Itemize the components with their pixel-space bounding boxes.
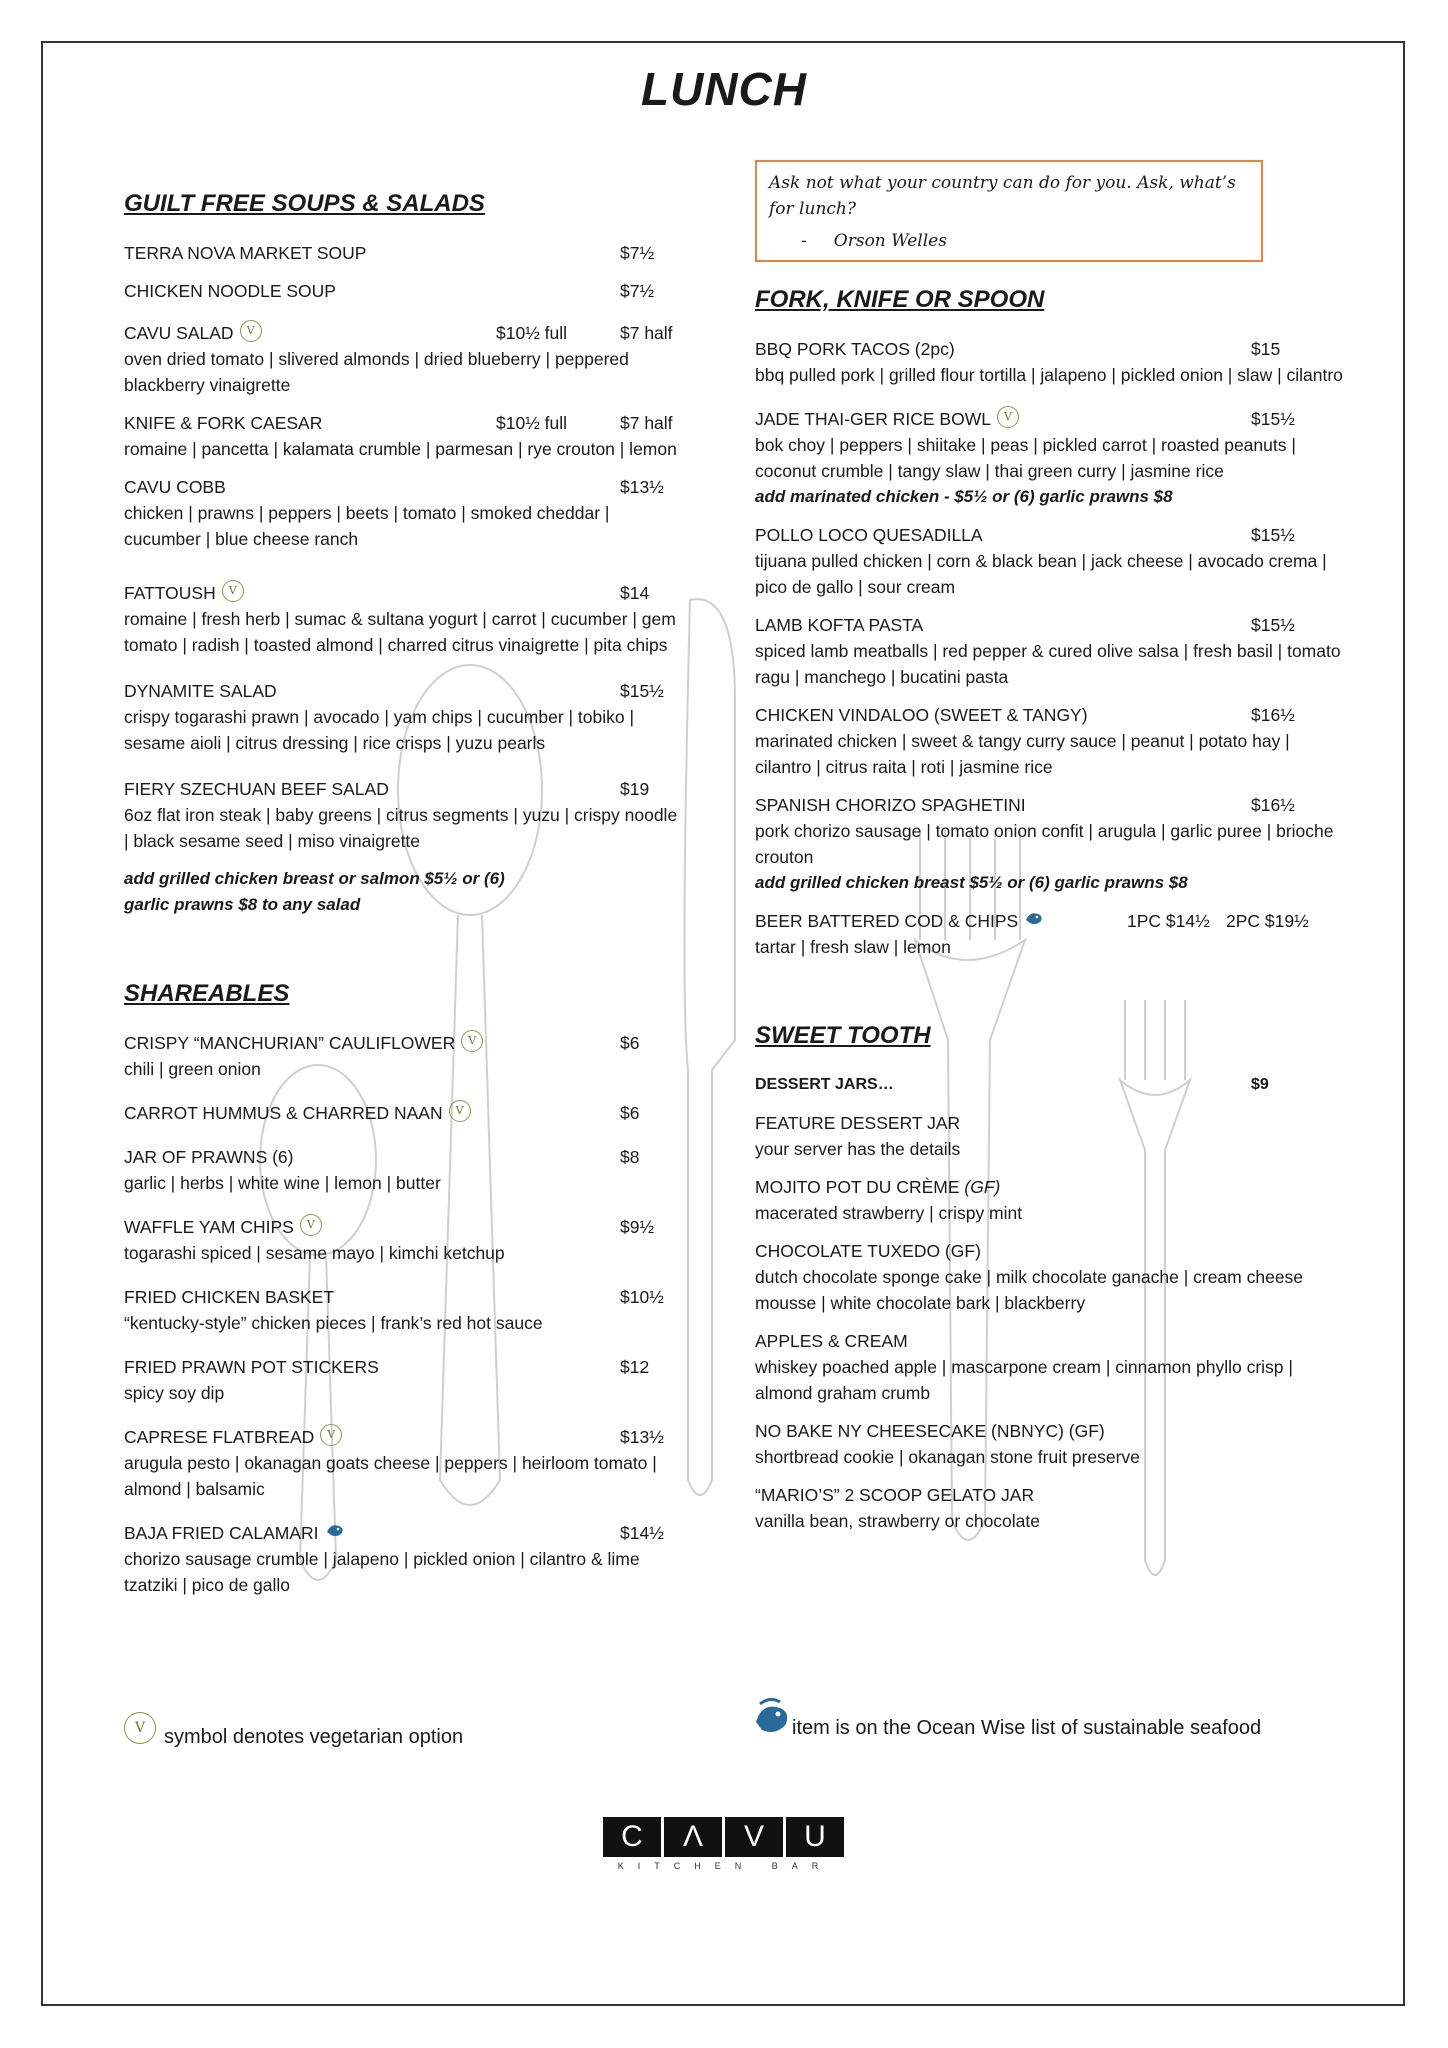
quote-author: - Orson Welles <box>801 231 947 251</box>
menu-item: JAR OF PRAWNS (6) $8 garlic | herbs | white wine | lemon | butter <box>124 1147 640 1193</box>
dessert-jars-header: DESSERT JARS… $9 <box>755 1076 1269 1093</box>
ocean-wise-fish-icon <box>752 1696 792 1740</box>
ocean-wise-fish-icon <box>1024 908 1044 928</box>
vegetarian-icon: V <box>320 1424 342 1446</box>
salad-addon-note: add grilled chicken breast or salmon $5½ or (6) garlic prawns $8 to any salad <box>124 869 505 914</box>
quote-box <box>755 160 1263 262</box>
menu-item: MOJITO POT DU CRÈME (GF) macerated strawberry | crispy mint <box>755 1177 1023 1223</box>
logo-letter: C <box>603 1817 661 1857</box>
menu-item: POLLO LOCO QUESADILLA $15½ tijuana pulled chicken | corn & black bean | jack cheese | avocado crema | pico de gallo | sour cream <box>755 525 1327 597</box>
menu-item: FEATURE DESSERT JAR your server has the details <box>755 1113 961 1159</box>
menu-item: SPANISH CHORIZO SPAGHETINI $16½ pork chorizo sausage | tomato onion confit | arugula | garlic puree | brioche crouton add grilled chicken breast $5½ or (6) garlic prawns $8 <box>755 795 1334 892</box>
menu-item: FRIED PRAWN POT STICKERS $12 spicy soy dip <box>124 1357 650 1403</box>
menu-item: CRISPY “MANCHURIAN” CAULIFLOWER V $6 chili | green onion <box>124 1030 684 1082</box>
logo-letter: Λ <box>664 1817 722 1857</box>
logo-letter: V <box>725 1817 783 1857</box>
vegetarian-legend: V symbol denotes vegetarian option <box>124 1712 463 1744</box>
shareables-heading: SHAREABLES <box>124 980 290 1007</box>
vegetarian-icon: V <box>240 320 262 342</box>
ocean-wise-fish-icon <box>325 1520 345 1540</box>
vegetarian-icon: V <box>449 1100 471 1122</box>
menu-item: CHICKEN NOODLE SOUP $7½ <box>124 281 655 301</box>
soups-heading: GUILT FREE SOUPS & SALADS <box>124 190 485 217</box>
vegetarian-icon: V <box>461 1030 483 1052</box>
vegetarian-icon: V <box>300 1214 322 1236</box>
menu-item: CHICKEN VINDALOO (SWEET & TANGY) $16½ marinated chicken | sweet & tangy curry sauce | peanut | potato hay | cilantro | citrus raita | roti | jasmine rice <box>755 705 1295 777</box>
page-title: LUNCH <box>641 63 807 115</box>
menu-item: FRIED CHICKEN BASKET $10½ “kentucky-style” chicken pieces | frank’s red hot sauce <box>124 1287 664 1333</box>
menu-item: FATTOUSH V $14 romaine | fresh herb | sumac & sultana yogurt | carrot | cucumber | gem tomato | radish | toasted almond | charred citrus vinaigrette | pita chips <box>124 580 684 658</box>
logo-subtitle: KITCHEN BAR <box>617 1861 833 1871</box>
menu-item: BAJA FRIED CALAMARI $14½ chorizo sausage crumble | jalapeno | pickled onion | cilantro & lime tzatziki | pico de gallo <box>124 1520 684 1598</box>
vegetarian-icon: V <box>124 1712 156 1744</box>
menu-item: NO BAKE NY CHEESECAKE (NBNYC) (GF) shortbread cookie | okanagan stone fruit preserve <box>755 1421 1140 1467</box>
menu-item: FIERY SZECHUAN BEEF SALAD $19 6oz flat iron steak | baby greens | citrus segments | yuzu | crispy noodle | black sesame seed | miso vinaigrette <box>124 779 678 851</box>
cavu-logo <box>603 1817 847 1871</box>
menu-item: CARROT HUMMUS & CHARRED NAAN V $6 <box>124 1100 684 1126</box>
ocean-wise-legend: item is on the Ocean Wise list of sustainable seafood <box>752 1696 1261 1740</box>
left-column <box>124 190 684 1610</box>
vegetarian-icon: V <box>222 580 244 602</box>
menu-item: CHOCOLATE TUXEDO (GF) dutch chocolate sponge cake | milk chocolate ganache | cream cheese mousse | white chocolate bark | blackberry <box>755 1241 1304 1313</box>
menu-item: BEER BATTERED COD & CHIPS 1PC $14½ 2PC $19½ tartar | fresh slaw | lemon <box>755 908 1345 960</box>
menu-item: DYNAMITE SALAD $15½ crispy togarashi prawn | avocado | yam chips | cucumber | tobiko | sesame aioli | citrus dressing | rice crisps | yuzu pearls <box>124 681 664 753</box>
menu-item: BBQ PORK TACOS (2pc) $15 bbq pulled pork | grilled flour tortilla | jalapeno | pickled onion | slaw | cilantro <box>755 339 1343 385</box>
menu-item: KNIFE & FORK CAESAR $10½ full $7 half romaine | pancetta | kalamata crumble | parmesan | rye crouton | lemon <box>124 413 677 459</box>
quote-text: Ask not what your country can do for you. Ask, what’s for lunch? <box>769 173 1236 219</box>
menu-item: CAVU COBB $13½ chicken | prawns | peppers | beets | tomato | smoked cheddar | cucumber | blue cheese ranch <box>124 477 664 549</box>
menu-item: JADE THAI-GER RICE BOWL V $15½ bok choy | peppers | shiitake | peas | pickled carrot | roasted peanuts | coconut crumble | tangy slaw | thai green curry | jasmine rice add marinated chicken - $5½ or (6) garlic prawns $8 <box>755 406 1345 510</box>
menu-item: “MARIO’S” 2 SCOOP GELATO JAR vanilla bean, strawberry or chocolate <box>755 1485 1041 1531</box>
menu-item: CAPRESE FLATBREAD V $13½ arugula pesto | okanagan goats cheese | peppers | heirloom tomato | almond | balsamic <box>124 1424 684 1502</box>
menu-item: APPLES & CREAM whiskey poached apple | mascarpone cream | cinnamon phyllo crisp | almond graham crumb <box>755 1331 1293 1403</box>
vegetarian-icon: V <box>997 406 1019 428</box>
logo-letter: U <box>786 1817 844 1857</box>
menu-item: CAVU SALAD V $10½ full $7 half oven dried tomato | slivered almonds | dried blueberry | peppered blackberry vinaigrette <box>124 320 684 398</box>
right-column <box>755 160 1345 1546</box>
menu-item: TERRA NOVA MARKET SOUP $7½ <box>124 243 655 263</box>
menu-item: LAMB KOFTA PASTA $15½ spiced lamb meatballs | red pepper & cured olive salsa | fresh basil | tomato ragu | manchego | bucatini pasta <box>755 615 1341 687</box>
menu-item: WAFFLE YAM CHIPS V $9½ togarashi spiced | sesame mayo | kimchi ketchup <box>124 1214 684 1266</box>
sweet-heading: SWEET TOOTH <box>755 1022 931 1049</box>
fork-heading: FORK, KNIFE OR SPOON <box>755 286 1045 313</box>
